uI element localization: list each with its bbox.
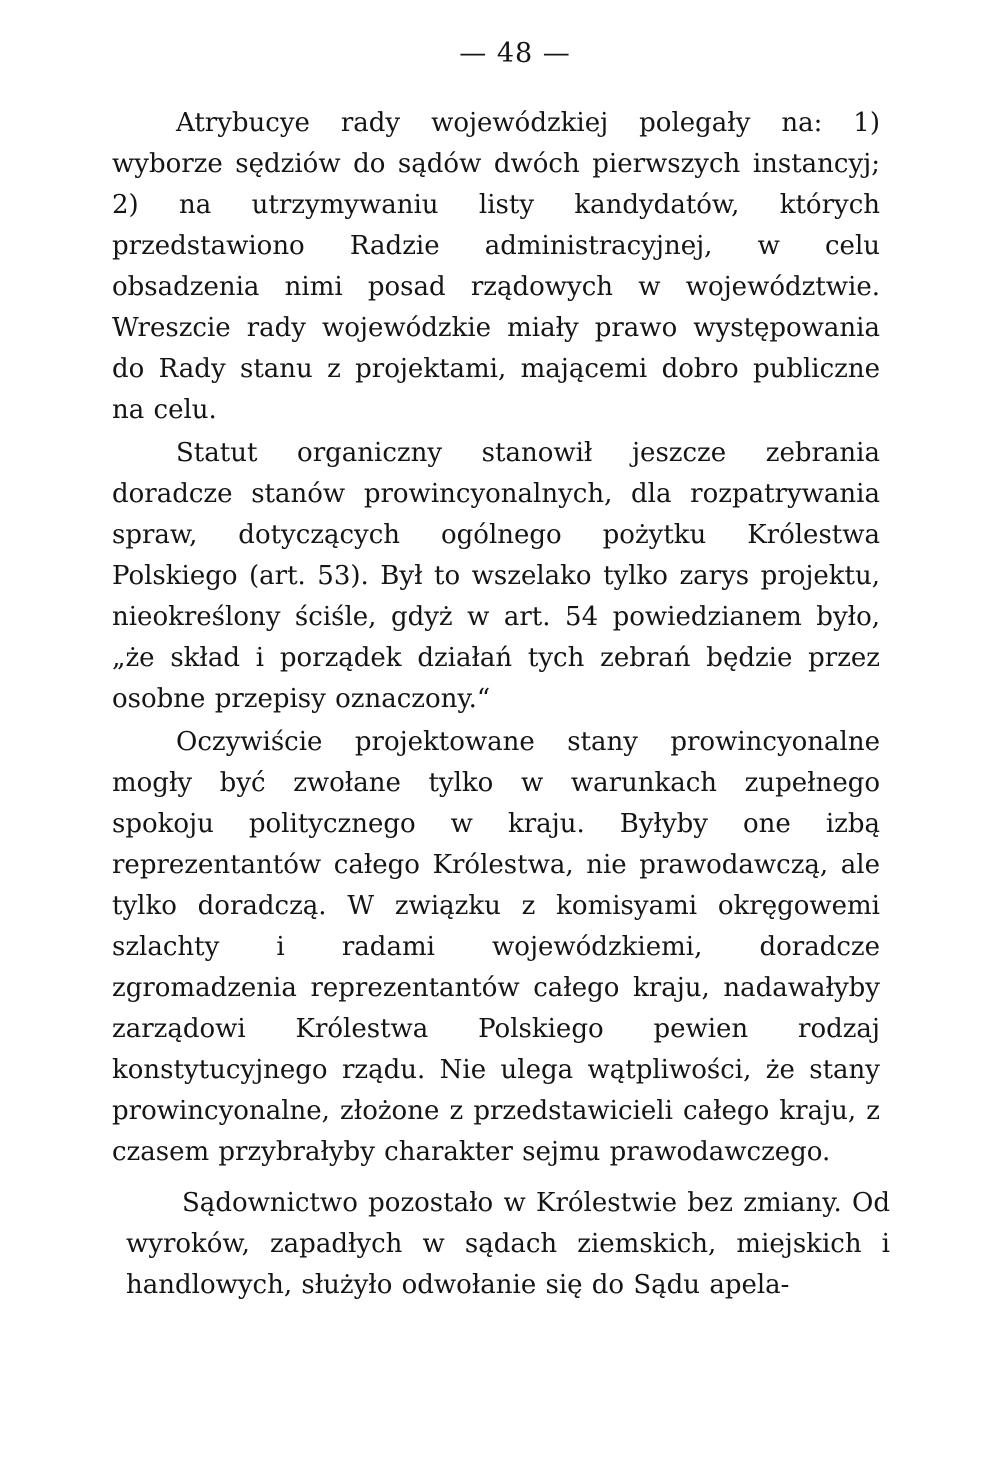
paragraph-sadownictwo: Sądownictwo pozostało w Królestwie bez zmiany. Od wyroków, zapadłych w sądach ziemskich, miejskich i handlowych, służyło odwołanie się do Sądu apela- xyxy=(126,1188,890,1300)
paragraph-statut: Statut organiczny stanowił jeszcze zebrania doradcze stanów prowincyonalnych, dla rozpatrywania spraw, dotyczących ogólnego pożytku Królestwa Polskiego (art. 53). Był to wszelako tylko zarys projektu, nieokreślony ściśle, gdyż w art. 54 powiedzianem było, „że skład i porządek działań tych zebrań będzie przez osobne przepisy oznaczony.“ xyxy=(112,438,880,714)
paragraph-oczywiscie: Oczywiście projektowane stany prowincyonalne mogły być zwołane tylko w warunkach zupełnego spokoju politycznego w kraju. Byłyby one izbą reprezentantów całego Królestwa, nie prawodawczą, ale tylko doradczą. W związku z komisyami okręgowemi szlachty i radami wojewódzkiemi, doradcze zgromadzenia reprezentantów całego kraju, nadawałyby zarządowi Królestwa Polskiego pewien rodzaj konstytucyjnego rządu. Nie ulega wątpliwości, że stany prowincyonalne, złożone z przedstawicieli całego kraju, z czasem przybrałyby charakter sejmu prawodawczego. xyxy=(112,727,880,1167)
body-text xyxy=(112,103,890,1306)
paragraph-atrybucye: Atrybucye rady wojewódzkiej polegały na: 1) wyborze sędziów do sądów dwóch pierwszych instancyj; 2) na utrzymywaniu listy kandydatów, których przedstawiono Radzie administracyjnej, w celu obsadzenia nimi posad rządowych w województwie. Wreszcie rady wojewódzkie miały prawo występowania do Rady stanu z projektami, mającemi dobro publiczne na celu. xyxy=(112,108,880,425)
page-number: — 48 — xyxy=(459,38,571,69)
